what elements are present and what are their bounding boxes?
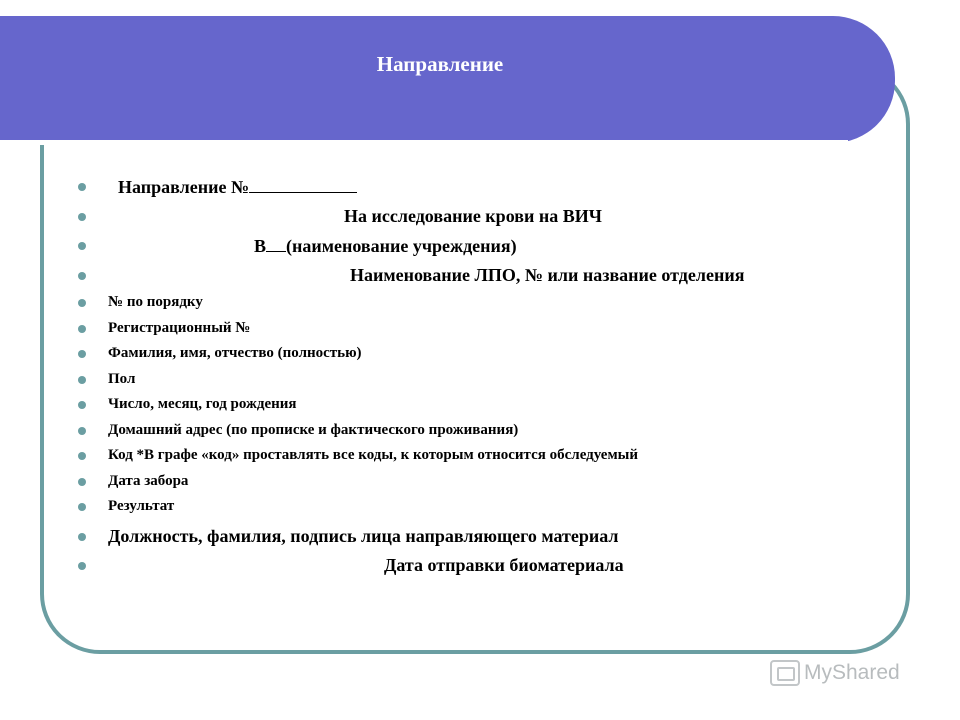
registration-number-label: Регистрационный № xyxy=(108,319,251,336)
birth-date-label: Число, месяц, год рождения xyxy=(108,396,297,412)
sex-label: Пол xyxy=(108,370,136,387)
result-label: Результат xyxy=(108,498,175,514)
order-number-label: № по порядку xyxy=(108,294,203,310)
institution-label: (наименование учреждения) xyxy=(286,236,517,256)
header-underline xyxy=(0,140,848,145)
slide-header xyxy=(0,16,895,143)
lpo-name-label: Наименование ЛПО, № или название отделения xyxy=(350,265,745,285)
sender-signature-label: Должность, фамилия, подпись лица направляющего материал xyxy=(108,525,619,546)
code-label: Код *В графе «код» проставлять все коды, к которым относится обследуемый xyxy=(108,447,639,463)
logo-text: MyShared xyxy=(804,661,900,684)
myshared-logo xyxy=(770,658,900,688)
list-item xyxy=(78,443,898,469)
list-item xyxy=(78,551,898,580)
list-item xyxy=(78,172,898,202)
institution-prefix: В xyxy=(254,236,267,256)
hiv-test-label: На исследование крови на ВИЧ xyxy=(344,206,602,226)
blank-line xyxy=(249,172,357,193)
list-item xyxy=(78,392,898,418)
list-item xyxy=(78,522,898,551)
list-item xyxy=(78,494,898,520)
referral-number-label: Направление № xyxy=(118,177,250,197)
full-name-label: Фамилия, имя, отчество (полностью) xyxy=(108,345,362,361)
sample-date-label: Дата забора xyxy=(108,472,189,489)
slide-title: Направление xyxy=(376,52,504,76)
list-item xyxy=(78,231,898,261)
myshared-logo-icon xyxy=(770,660,800,686)
list-item xyxy=(78,261,898,290)
home-address-label: Домашний адрес (по прописке и фактического проживания) xyxy=(108,421,519,438)
list-item xyxy=(78,418,898,444)
list-item xyxy=(78,202,898,231)
list-item xyxy=(78,341,898,367)
blank-line xyxy=(266,231,286,252)
list-item xyxy=(78,290,898,316)
list-item xyxy=(78,469,898,495)
list-item xyxy=(78,367,898,393)
list-item xyxy=(78,316,898,342)
dispatch-date-label: Дата отправки биоматериала xyxy=(384,554,624,575)
form-fields-list xyxy=(78,172,898,580)
